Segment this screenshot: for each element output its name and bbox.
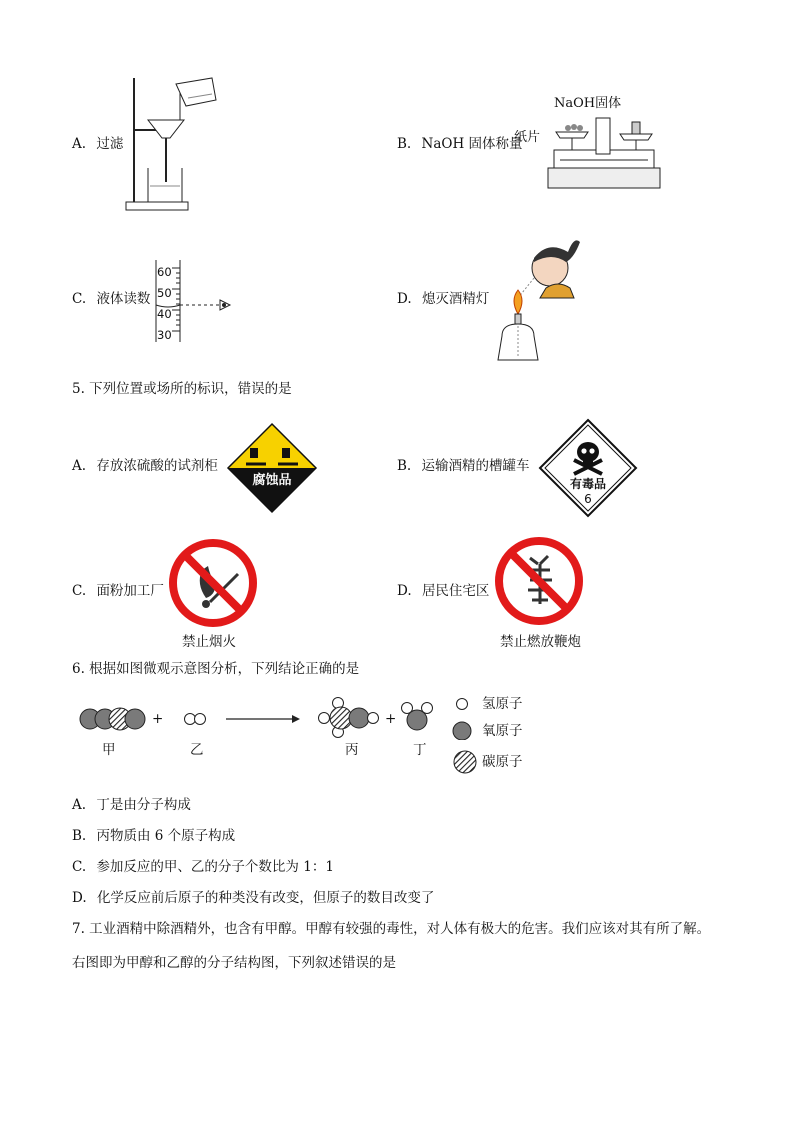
q4-option-a-text: 过滤 [96, 136, 124, 152]
toxic-sign-text: 有毒品 [569, 477, 606, 491]
q5-option-a-label: A. [72, 458, 87, 474]
q5-option-d [397, 585, 489, 599]
plus-sign: + [152, 711, 164, 727]
q5-option-d-text: 居民住宅区 [421, 583, 490, 599]
toxic-sign [538, 418, 638, 518]
q7-stem-line2: 右图即为甲醇和乙醇的分子结构图，下列叙述错误的是 [72, 955, 396, 971]
legend-oxygen: 氧原子 [482, 723, 523, 739]
q6-option-b-label: B. [72, 828, 87, 844]
q4-option-b [397, 138, 523, 152]
q5-option-a [72, 460, 218, 474]
q6-option-a-label: A. [72, 797, 87, 813]
q4-option-d-label: D. [397, 291, 412, 307]
q6-option-d-text: 化学反应前后原子的种类没有改变，但原子的数目改变了 [96, 890, 435, 906]
carbon-legend-symbol [452, 749, 478, 775]
blow-out-lamp-figure [488, 228, 588, 368]
q4-option-c [72, 293, 150, 307]
q4-option-b-text: NaOH 固体称量 [421, 136, 523, 152]
q6-stem: 6. 根据如图微观示意图分析，下列结论正确的是 [72, 661, 360, 677]
q6-option-c-text: 参加反应的甲、乙的分子个数比为 1：1 [96, 859, 334, 875]
balance-figure [540, 110, 670, 192]
species-yi: 乙 [190, 742, 204, 758]
tick-label: 30 [157, 328, 172, 342]
no-fire-sign [166, 536, 260, 630]
no-firecrackers-caption: 禁止燃放鞭炮 [500, 634, 581, 650]
q4-option-d-text: 熄灭酒精灯 [421, 291, 490, 307]
legend-carbon: 碳原子 [482, 754, 523, 770]
tick-label: 50 [157, 286, 172, 300]
q4-option-a-label: A. [72, 136, 87, 152]
q5-option-c [72, 585, 164, 599]
q5-option-d-label: D. [397, 583, 412, 599]
q4-option-c-label: C. [72, 291, 87, 307]
corrosive-sign [226, 422, 318, 514]
q4-option-b-label: B. [397, 136, 412, 152]
toxic-sign-number: 6 [584, 492, 592, 506]
q5-option-c-text: 面粉加工厂 [96, 583, 164, 599]
q6-option-d [72, 892, 434, 906]
legend-hydrogen: 氢原子 [482, 696, 523, 712]
q6-option-a-text: 丁是由分子构成 [96, 797, 191, 813]
q6-option-c [72, 861, 334, 875]
no-firecrackers-sign [492, 534, 586, 628]
q5-option-a-text: 存放浓硫酸的试剂柜 [96, 458, 218, 474]
q4-option-a [72, 138, 123, 152]
q5-option-b-label: B. [397, 458, 412, 474]
q4-option-d [397, 293, 489, 307]
reaction-diagram [76, 690, 546, 740]
tick-label: 60 [157, 265, 172, 279]
q6-option-a [72, 799, 191, 813]
filtration-apparatus-figure [120, 70, 220, 215]
paper-label: 纸片 [514, 130, 541, 145]
species-ding: 丁 [413, 742, 427, 758]
q6-option-b-text: 丙物质由 6 个原子构成 [96, 828, 236, 844]
plus-sign: + [385, 711, 397, 727]
species-bing: 丙 [345, 742, 359, 758]
q6-option-c-label: C. [72, 859, 87, 875]
q5-option-b-text: 运输酒精的槽罐车 [421, 458, 530, 474]
cylinder-ticks [157, 262, 172, 346]
species-jia: 甲 [102, 742, 116, 758]
q5-option-c-label: C. [72, 583, 87, 599]
corrosive-sign-text: 腐蚀品 [252, 473, 292, 488]
q7-stem-line1: 7. 工业酒精中除酒精外，也含有甲醇。甲醇有较强的毒性，对人体有极大的危害。我们应该对其有所了解。 [72, 921, 711, 937]
q6-option-d-label: D. [72, 890, 87, 906]
q4-option-c-text: 液体读数 [96, 291, 151, 307]
q6-option-b [72, 830, 235, 844]
q5-stem: 5. 下列位置或场所的标识，错误的是 [72, 381, 292, 397]
naoh-solid-label: NaOH固体 [554, 96, 622, 111]
tick-label: 40 [157, 307, 172, 321]
q5-option-b [397, 460, 530, 474]
no-fire-caption: 禁止烟火 [182, 634, 236, 650]
